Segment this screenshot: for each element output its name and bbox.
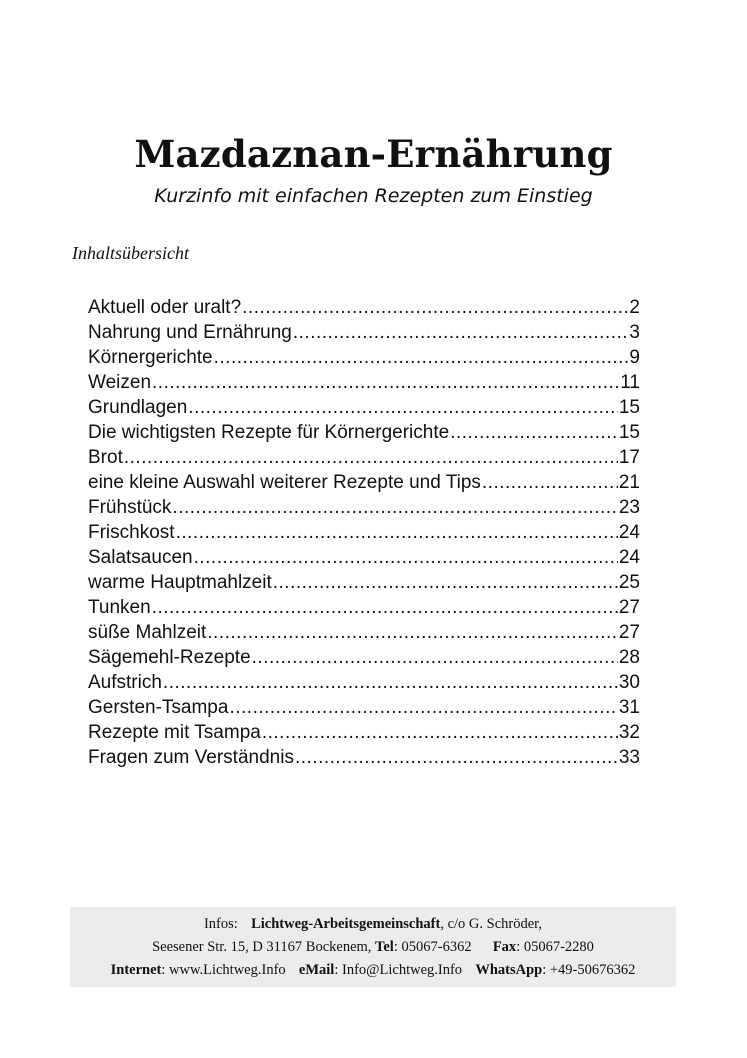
toc-entry-page: 24 xyxy=(618,547,640,568)
toc-entry[interactable] xyxy=(88,495,640,520)
toc-entry-page: 17 xyxy=(618,447,640,468)
toc-entry-title: Sägemehl-Rezepte xyxy=(88,647,251,668)
toc-entry[interactable] xyxy=(88,395,640,420)
toc-entry[interactable] xyxy=(88,545,640,570)
toc-dot-leader xyxy=(152,370,619,395)
toc-dot-leader xyxy=(262,720,618,745)
toc-entry-page: 21 xyxy=(618,472,640,493)
toc-entry[interactable] xyxy=(88,645,640,670)
toc-entry-page: 32 xyxy=(618,722,640,743)
toc-entry[interactable] xyxy=(88,295,640,320)
contact-person: , c/o G. Schröder, xyxy=(440,916,543,932)
table-of-contents xyxy=(88,295,640,770)
toc-entry-page: 25 xyxy=(618,572,640,593)
toc-entry-title: Salatsaucen xyxy=(88,547,193,568)
document-subtitle: Kurzinfo mit einfachen Rezepten zum Einstieg xyxy=(154,185,593,207)
toc-entry-page: 2 xyxy=(629,297,640,318)
toc-entry[interactable] xyxy=(88,345,640,370)
tel-number: : 05067-6362 xyxy=(393,939,472,955)
toc-entry-title: Aufstrich xyxy=(88,672,162,693)
toc-entry-title: süße Mahlzeit xyxy=(88,622,207,643)
toc-entry-title: Körnergerichte xyxy=(88,347,213,368)
toc-entry-title: Fragen zum Verständnis xyxy=(88,747,294,768)
toc-entry-page: 30 xyxy=(618,672,640,693)
toc-entry-page: 9 xyxy=(629,347,640,368)
toc-entry[interactable] xyxy=(88,470,640,495)
footer-line-2 xyxy=(70,936,676,959)
toc-entry-page: 27 xyxy=(618,597,640,618)
footer-line-3 xyxy=(70,959,676,982)
document-title: Mazdaznan-Ernährung xyxy=(134,132,613,176)
org-name: Lichtweg-Arbeitsgemeinschaft xyxy=(251,916,441,932)
toc-entry-page: 3 xyxy=(629,322,640,343)
website-link[interactable]: : www.Lichtweg.Info xyxy=(161,962,286,978)
toc-entry-page: 24 xyxy=(618,522,640,543)
email-link[interactable]: : Info@Lichtweg.Info xyxy=(334,962,463,978)
toc-dot-leader xyxy=(207,620,618,645)
toc-entry-page: 11 xyxy=(620,372,640,393)
toc-dot-leader xyxy=(194,545,618,570)
toc-entry-title: Aktuell oder uralt? xyxy=(88,297,242,318)
toc-entry-title: Gersten-Tsampa xyxy=(88,697,229,718)
toc-dot-leader xyxy=(295,745,618,770)
toc-dot-leader xyxy=(252,645,618,670)
toc-entry-title: Frühstück xyxy=(88,497,172,518)
toc-entry[interactable] xyxy=(88,420,640,445)
toc-entry[interactable] xyxy=(88,695,640,720)
toc-entry[interactable] xyxy=(88,720,640,745)
toc-dot-leader xyxy=(172,495,617,520)
toc-dot-leader xyxy=(450,420,618,445)
toc-entry-title: Brot xyxy=(88,447,123,468)
toc-entry-title: Frischkost xyxy=(88,522,175,543)
toc-dot-leader xyxy=(176,520,618,545)
toc-entry-page: 31 xyxy=(618,697,640,718)
toc-entry-title: Nahrung und Ernährung xyxy=(88,322,292,343)
contact-footer xyxy=(70,907,676,987)
fax-label: Fax xyxy=(492,939,517,955)
toc-entry[interactable] xyxy=(88,670,640,695)
toc-entry-page: 23 xyxy=(618,497,640,518)
fax-number: : 05067-2280 xyxy=(516,939,594,955)
toc-entry-title: Grundlagen xyxy=(88,397,188,418)
toc-entry-title: eine kleine Auswahl weiterer Rezepte und Tips xyxy=(88,472,481,493)
toc-entry[interactable] xyxy=(88,445,640,470)
internet-label: Internet xyxy=(110,962,162,978)
toc-entry-page: 33 xyxy=(618,747,640,768)
toc-dot-leader xyxy=(293,320,629,345)
toc-dot-leader xyxy=(214,345,629,370)
toc-dot-leader xyxy=(124,445,618,470)
toc-heading: Inhaltsübersicht xyxy=(72,243,189,263)
footer-line-1 xyxy=(70,913,676,936)
toc-dot-leader xyxy=(482,470,618,495)
toc-dot-leader xyxy=(242,295,628,320)
postal-address: Seesener Str. 15, D 31167 Bockenem, xyxy=(152,939,372,955)
toc-entry[interactable] xyxy=(88,620,640,645)
toc-entry[interactable] xyxy=(88,595,640,620)
toc-entry[interactable] xyxy=(88,745,640,770)
toc-entry-title: Tunken xyxy=(88,597,151,618)
email-label: eMail xyxy=(298,962,335,978)
toc-entry-page: 27 xyxy=(618,622,640,643)
whatsapp-label: WhatsApp xyxy=(475,962,543,978)
toc-entry-page: 28 xyxy=(618,647,640,668)
tel-label: Tel xyxy=(375,939,394,955)
toc-entry-title: Die wichtigsten Rezepte für Körnergerichte xyxy=(88,422,450,443)
toc-dot-leader xyxy=(273,570,618,595)
toc-entry-title: Weizen xyxy=(88,372,152,393)
toc-dot-leader xyxy=(152,595,618,620)
toc-dot-leader xyxy=(163,670,618,695)
toc-entry-title: Rezepte mit Tsampa xyxy=(88,722,261,743)
whatsapp-number: : +49-50676362 xyxy=(542,962,636,978)
infos-label: Infos: xyxy=(203,916,238,932)
toc-entry-page: 15 xyxy=(618,397,640,418)
toc-entry-title: warme Hauptmahlzeit xyxy=(88,572,272,593)
toc-dot-leader xyxy=(229,695,617,720)
toc-entry[interactable] xyxy=(88,520,640,545)
toc-entry[interactable] xyxy=(88,320,640,345)
toc-entry-page: 15 xyxy=(618,422,640,443)
toc-dot-leader xyxy=(188,395,618,420)
toc-entry[interactable] xyxy=(88,370,640,395)
toc-entry[interactable] xyxy=(88,570,640,595)
